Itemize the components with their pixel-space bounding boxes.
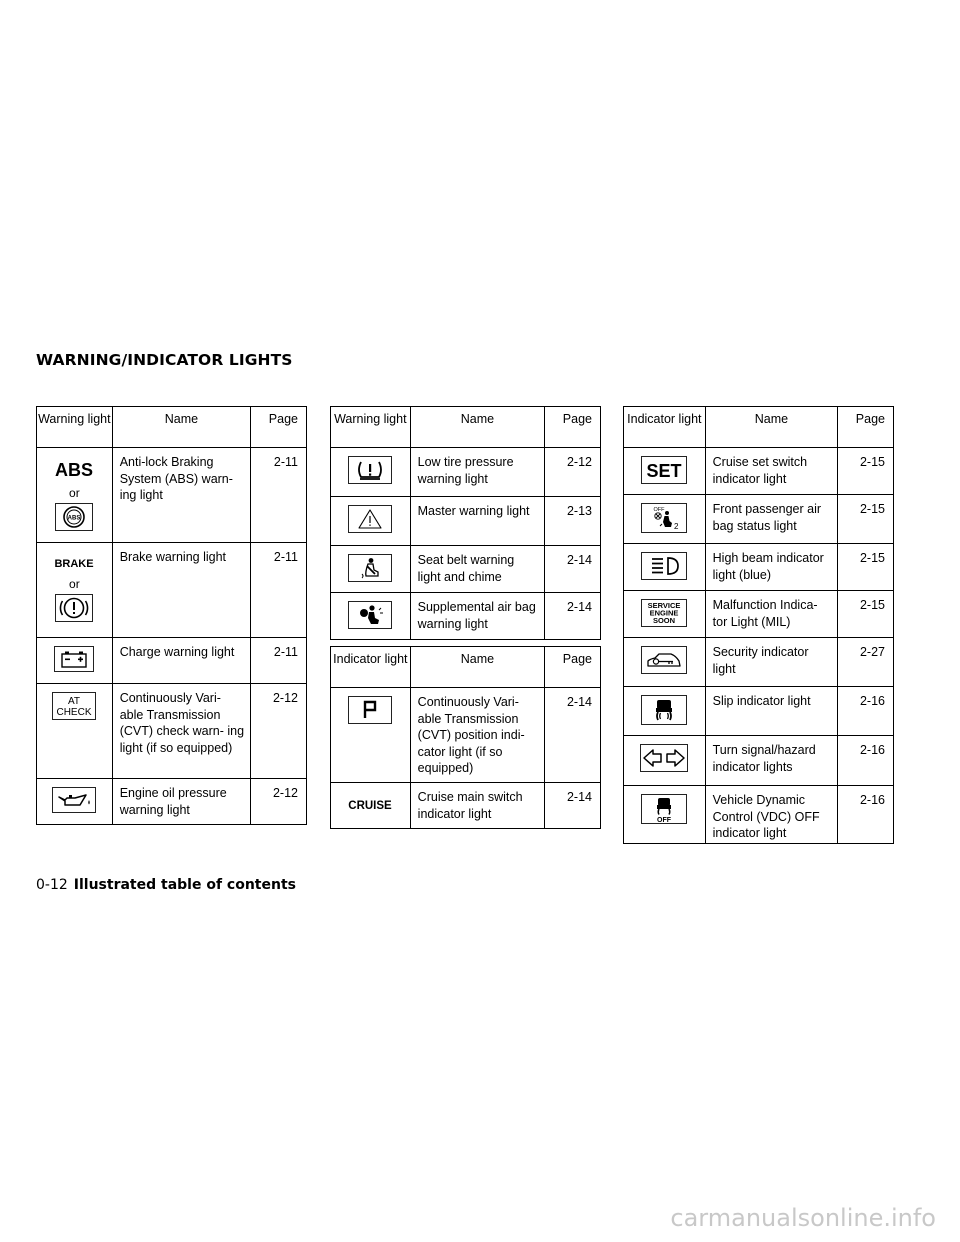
row-page: 2-11 [251,448,307,543]
row-name: Charge warning light [112,638,250,684]
table-row [331,593,601,640]
table-row [624,495,894,544]
row-page: 2-14 [545,688,601,783]
or-label: or [69,577,80,591]
battery-icon [54,646,94,672]
row-page: 2-13 [545,497,601,546]
service-engine-soon-icon [641,599,687,627]
icon-text: SERVICE [647,601,681,610]
header-name: Name [410,407,545,448]
header-icon: Indicator light [624,407,706,448]
header-page: Page [545,647,601,688]
table-row [331,783,601,829]
header-icon: Indicator light [331,647,411,688]
section-title: WARNING/INDICATOR LIGHTS [36,351,293,369]
row-name: Turn signal/hazard indicator lights [705,736,838,786]
icon-text: ENGINE [649,608,679,618]
footer-title: Illustrated table of contents [73,877,296,893]
table-row [624,544,894,591]
master-warning-icon [348,505,392,533]
row-name: High beam indicator light (blue) [705,544,838,591]
row-name: Continuously Vari- able Transmission (CVT) position indi- cator light (if so equipped) [410,688,545,783]
page-footer [36,877,296,893]
row-page: 2-11 [251,638,307,684]
row-page: 2-11 [251,543,307,638]
table-row [331,546,601,593]
icon-text: CRUISE [348,800,393,812]
table-header-row [331,647,601,688]
row-name: Vehicle Dynamic Control (VDC) OFF indicator light [705,786,838,844]
row-page: 2-27 [838,638,894,687]
icon-text: SOON [653,616,676,625]
row-page: 2-16 [838,736,894,786]
vdc-off-icon [641,794,687,824]
table-row [37,779,307,825]
passenger-airbag-off-icon [641,503,687,533]
row-page: 2-15 [838,544,894,591]
row-name: Seat belt warning light and chime [410,546,545,593]
header-icon: Warning light [37,407,113,448]
icon-text: 2 [674,522,679,531]
row-name: Front passenger air bag status light [705,495,838,544]
row-page: 2-12 [251,779,307,825]
watermark: carmanualsonline.info [670,1204,936,1232]
table-row [37,543,307,638]
icon-text: CHECK [56,707,92,718]
turn-signal-icon [640,744,688,772]
row-page: 2-14 [545,546,601,593]
header-name: Name [410,647,545,688]
indicator-lights-table-2 [623,406,894,844]
oil-can-icon [52,787,96,813]
row-page: 2-14 [545,783,601,829]
header-page: Page [838,407,894,448]
svg-text:ABS: ABS [55,460,94,480]
security-car-key-icon [641,646,687,674]
table-row [37,448,307,543]
header-icon: Warning light [331,407,411,448]
row-name: Malfunction Indica- tor Light (MIL) [705,591,838,638]
icon-text: OFF [657,817,672,823]
row-name: Brake warning light [112,543,250,638]
table-header-row [37,407,307,448]
brake-text-icon [52,551,96,573]
row-page: 2-12 [251,684,307,779]
table-row [331,688,601,783]
row-page: 2-12 [545,448,601,497]
row-name: Security indicator light [705,638,838,687]
header-name: Name [112,407,250,448]
abs-circle-icon [55,503,93,531]
table-row [624,638,894,687]
warning-lights-table-1 [36,406,307,825]
icon-text: OFF [653,507,665,513]
cvt-p-icon [348,696,392,724]
svg-text:ABS: ABS [68,515,81,522]
header-page: Page [251,407,307,448]
indicator-lights-table-1 [330,646,601,829]
header-name: Name [705,407,838,448]
set-icon [641,456,687,484]
row-page: 2-16 [838,786,894,844]
row-page: 2-15 [838,448,894,495]
row-name: Master warning light [410,497,545,546]
cruise-icon [346,791,394,819]
svg-text:BRAKE: BRAKE [54,558,94,570]
table-row [624,591,894,638]
abs-icon [55,456,93,482]
table-header-row [331,407,601,448]
table-row [331,497,601,546]
row-name: Engine oil pressure warning light [112,779,250,825]
high-beam-icon [641,552,687,580]
row-page: 2-16 [838,687,894,736]
airbag-icon [348,601,392,629]
icon-text: AT [68,696,81,707]
icon-text: SET [646,461,682,481]
table-row [37,684,307,779]
row-page: 2-14 [545,593,601,640]
row-name: Supplemental air bag warning light [410,593,545,640]
table-row [624,687,894,736]
row-page: 2-15 [838,591,894,638]
page-number: 0-12 [36,877,68,893]
row-page: 2-15 [838,495,894,544]
row-name: Continuously Vari- able Transmission (CVT) check warn- ing light (if so equipped) [112,684,250,779]
table-row [624,786,894,844]
at-check-icon [52,692,96,720]
row-name: Low tire pressure warning light [410,448,545,497]
table-row [624,448,894,495]
row-name: Cruise set switch indicator light [705,448,838,495]
row-name: Anti-lock Braking System (ABS) warn- ing light [112,448,250,543]
row-name: Slip indicator light [705,687,838,736]
seat-belt-icon [348,554,392,582]
row-name: Cruise main switch indicator light [410,783,545,829]
header-page: Page [545,407,601,448]
or-label: or [69,486,80,500]
table-row [37,638,307,684]
brake-circle-icon [55,594,93,622]
slip-icon [641,695,687,725]
tire-pressure-icon [348,456,392,484]
table-header-row [624,407,894,448]
warning-lights-table-2 [330,406,601,640]
table-row [624,736,894,786]
table-row [331,448,601,497]
